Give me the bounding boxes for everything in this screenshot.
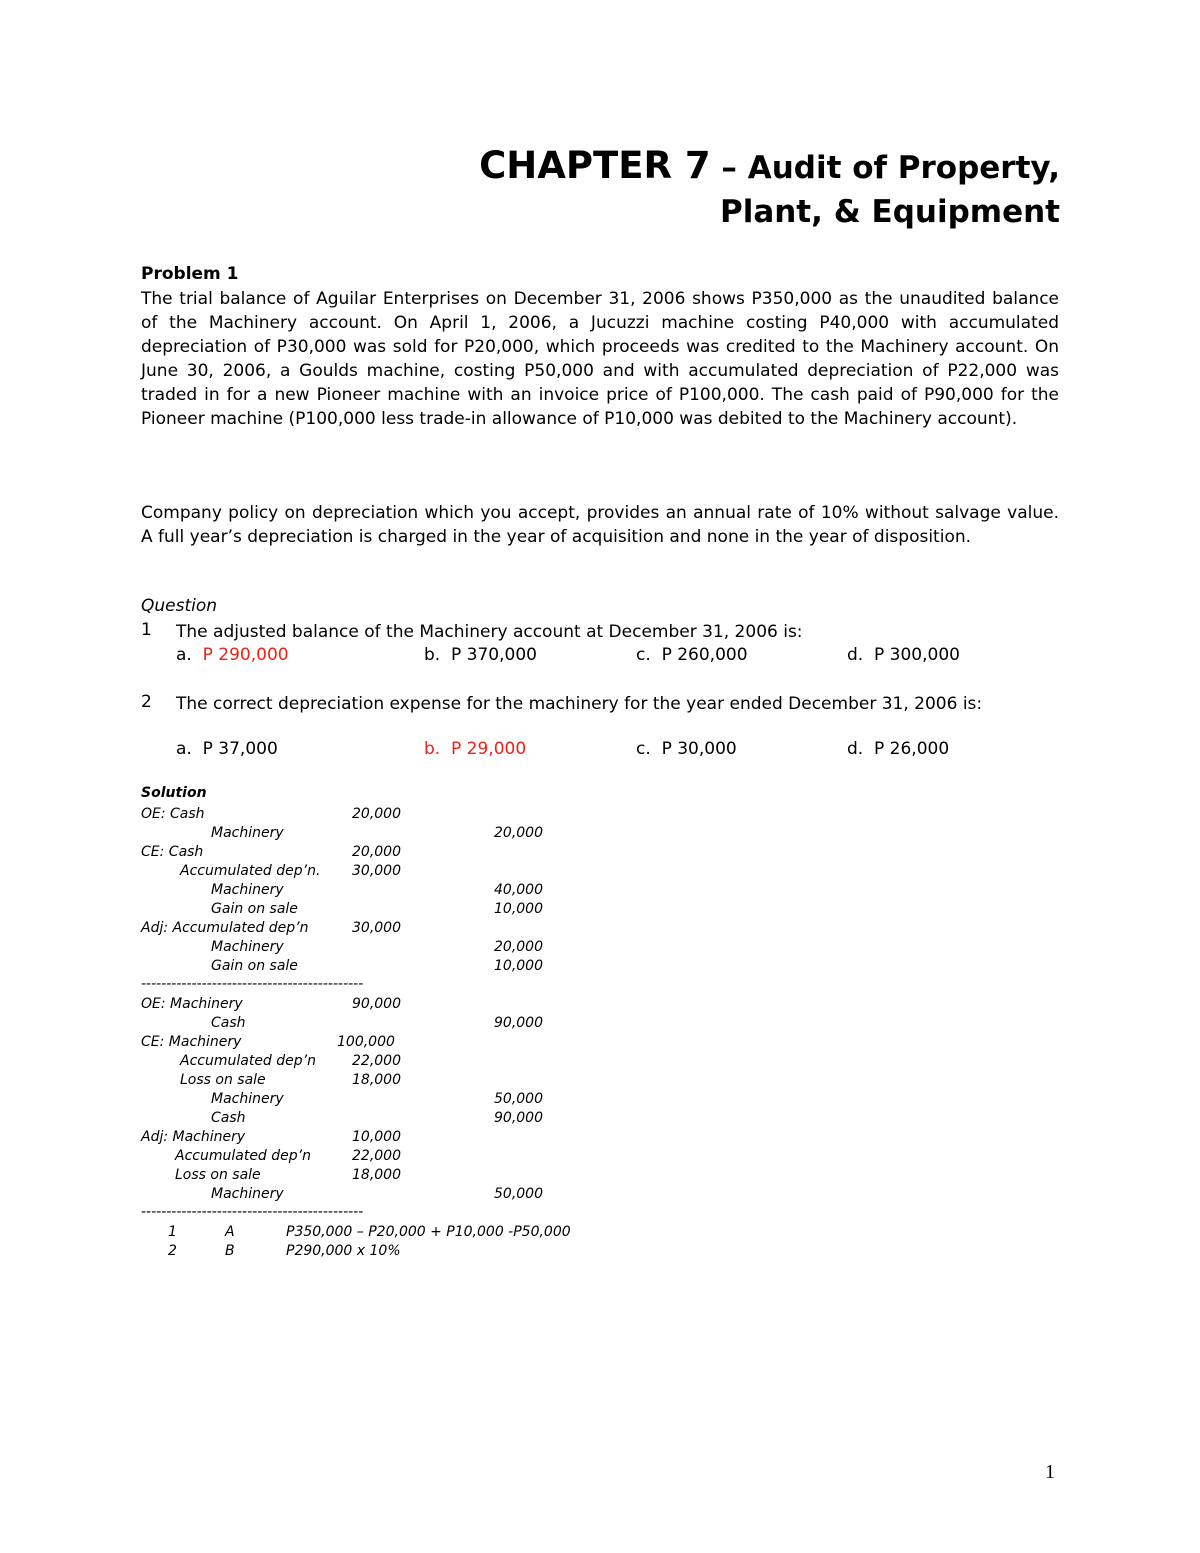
journal-credit: 40,000 <box>494 882 543 898</box>
problem-heading: Problem 1 <box>141 264 239 284</box>
journal-credit: 50,000 <box>494 1186 543 1202</box>
question-1-number: 1 <box>141 620 152 640</box>
journal-credit: 90,000 <box>494 1015 543 1031</box>
journal-debit: 20,000 <box>352 844 401 860</box>
journal-credit: 10,000 <box>494 901 543 917</box>
journal-account: Machinery <box>211 1186 284 1202</box>
journal-debit: 100,000 <box>337 1034 395 1050</box>
q2-option-a: a. P 37,000 <box>176 739 278 759</box>
journal-debit: 18,000 <box>352 1072 401 1088</box>
journal-account: Loss on sale <box>175 1167 261 1183</box>
q1-option-b: b. P 370,000 <box>424 645 537 665</box>
q2-option-b: b. P 29,000 <box>424 739 527 759</box>
q1-option-a: a. P 290,000 <box>176 645 289 665</box>
journal-debit: 30,000 <box>352 863 401 879</box>
journal-account: Accumulated dep’n <box>175 1148 311 1164</box>
q1-option-d: d. P 300,000 <box>847 645 960 665</box>
journal-debit: 20,000 <box>352 806 401 822</box>
journal-debit: 90,000 <box>352 996 401 1012</box>
answer-number: 1 <box>168 1224 177 1240</box>
q2-option-d: d. P 26,000 <box>847 739 950 759</box>
divider-dashes: -------------------------------------------- <box>141 976 364 992</box>
answer-computation: P290,000 x 10% <box>286 1243 401 1259</box>
journal-account: Cash <box>211 1110 246 1126</box>
journal-account: Machinery <box>211 882 284 898</box>
journal-account: Adj: Accumulated dep’n <box>141 920 309 936</box>
journal-credit: 10,000 <box>494 958 543 974</box>
journal-account: Loss on sale <box>180 1072 266 1088</box>
page-number: 1 <box>1045 1461 1055 1483</box>
problem-paragraph-2: Company policy on depreciation which you accept, provides an annual rate of 10% without salvage value. A full year’s depreciation is charged in the year of acquisition and none in the year of disposition. <box>141 503 1059 547</box>
solution-heading: Solution <box>141 785 207 801</box>
journal-credit: 50,000 <box>494 1091 543 1107</box>
journal-account: CE: Cash <box>141 844 204 860</box>
q2-option-c: c. P 30,000 <box>636 739 737 759</box>
journal-debit: 22,000 <box>352 1148 401 1164</box>
journal-account: OE: Machinery <box>141 996 243 1012</box>
journal-account: OE: Cash <box>141 806 205 822</box>
journal-credit: 20,000 <box>494 825 543 841</box>
answer-computation: P350,000 – P20,000 + P10,000 -P50,000 <box>286 1224 571 1240</box>
journal-account: Machinery <box>211 1091 284 1107</box>
journal-debit: 10,000 <box>352 1129 401 1145</box>
journal-account: Accumulated dep’n. <box>180 863 321 879</box>
answer-letter: B <box>225 1243 235 1259</box>
journal-account: Machinery <box>211 939 284 955</box>
journal-account: Gain on sale <box>211 958 298 974</box>
journal-account: CE: Machinery <box>141 1034 242 1050</box>
question-2-text: The correct depreciation expense for the machinery for the year ended December 31, 2006 is: <box>176 694 983 714</box>
question-label: Question <box>141 596 218 616</box>
journal-account: Cash <box>211 1015 246 1031</box>
chapter-title: CHAPTER 7 – Audit of Property, <box>479 144 1060 187</box>
journal-debit: 22,000 <box>352 1053 401 1069</box>
answer-letter: A <box>225 1224 235 1240</box>
journal-credit: 20,000 <box>494 939 543 955</box>
journal-account: Machinery <box>211 825 284 841</box>
question-1-text: The adjusted balance of the Machinery account at December 31, 2006 is: <box>176 622 803 642</box>
divider-dashes: -------------------------------------------- <box>141 1204 364 1220</box>
journal-account: Gain on sale <box>211 901 298 917</box>
journal-account: Accumulated dep’n <box>180 1053 316 1069</box>
chapter-title-line2: Plant, & Equipment <box>719 194 1060 230</box>
journal-account: Adj: Machinery <box>141 1129 246 1145</box>
journal-credit: 90,000 <box>494 1110 543 1126</box>
journal-debit: 30,000 <box>352 920 401 936</box>
question-2-number: 2 <box>141 692 152 712</box>
q1-option-c: c. P 260,000 <box>636 645 748 665</box>
journal-debit: 18,000 <box>352 1167 401 1183</box>
problem-paragraph-1: The trial balance of Aguilar Enterprises on December 31, 2006 shows P350,000 as the unaudited balance of the Machinery account. On April 1, 2006, a Jucuzzi machine costing P40,000 with accumulated depreciation of P30,000 was sold for P20,000, which proceeds was credited to the Machinery account. On June 30, 2006, a Goulds machine, costing P50,000 and with accumulated depreciation of P22,000 was traded in for a new Pioneer machine with an invoice price of P100,000. The cash paid of P90,000 for the Pioneer machine (P100,000 less trade-in allowance of P10,000 was debited to the Machinery account). <box>141 289 1059 429</box>
answer-number: 2 <box>168 1243 177 1259</box>
